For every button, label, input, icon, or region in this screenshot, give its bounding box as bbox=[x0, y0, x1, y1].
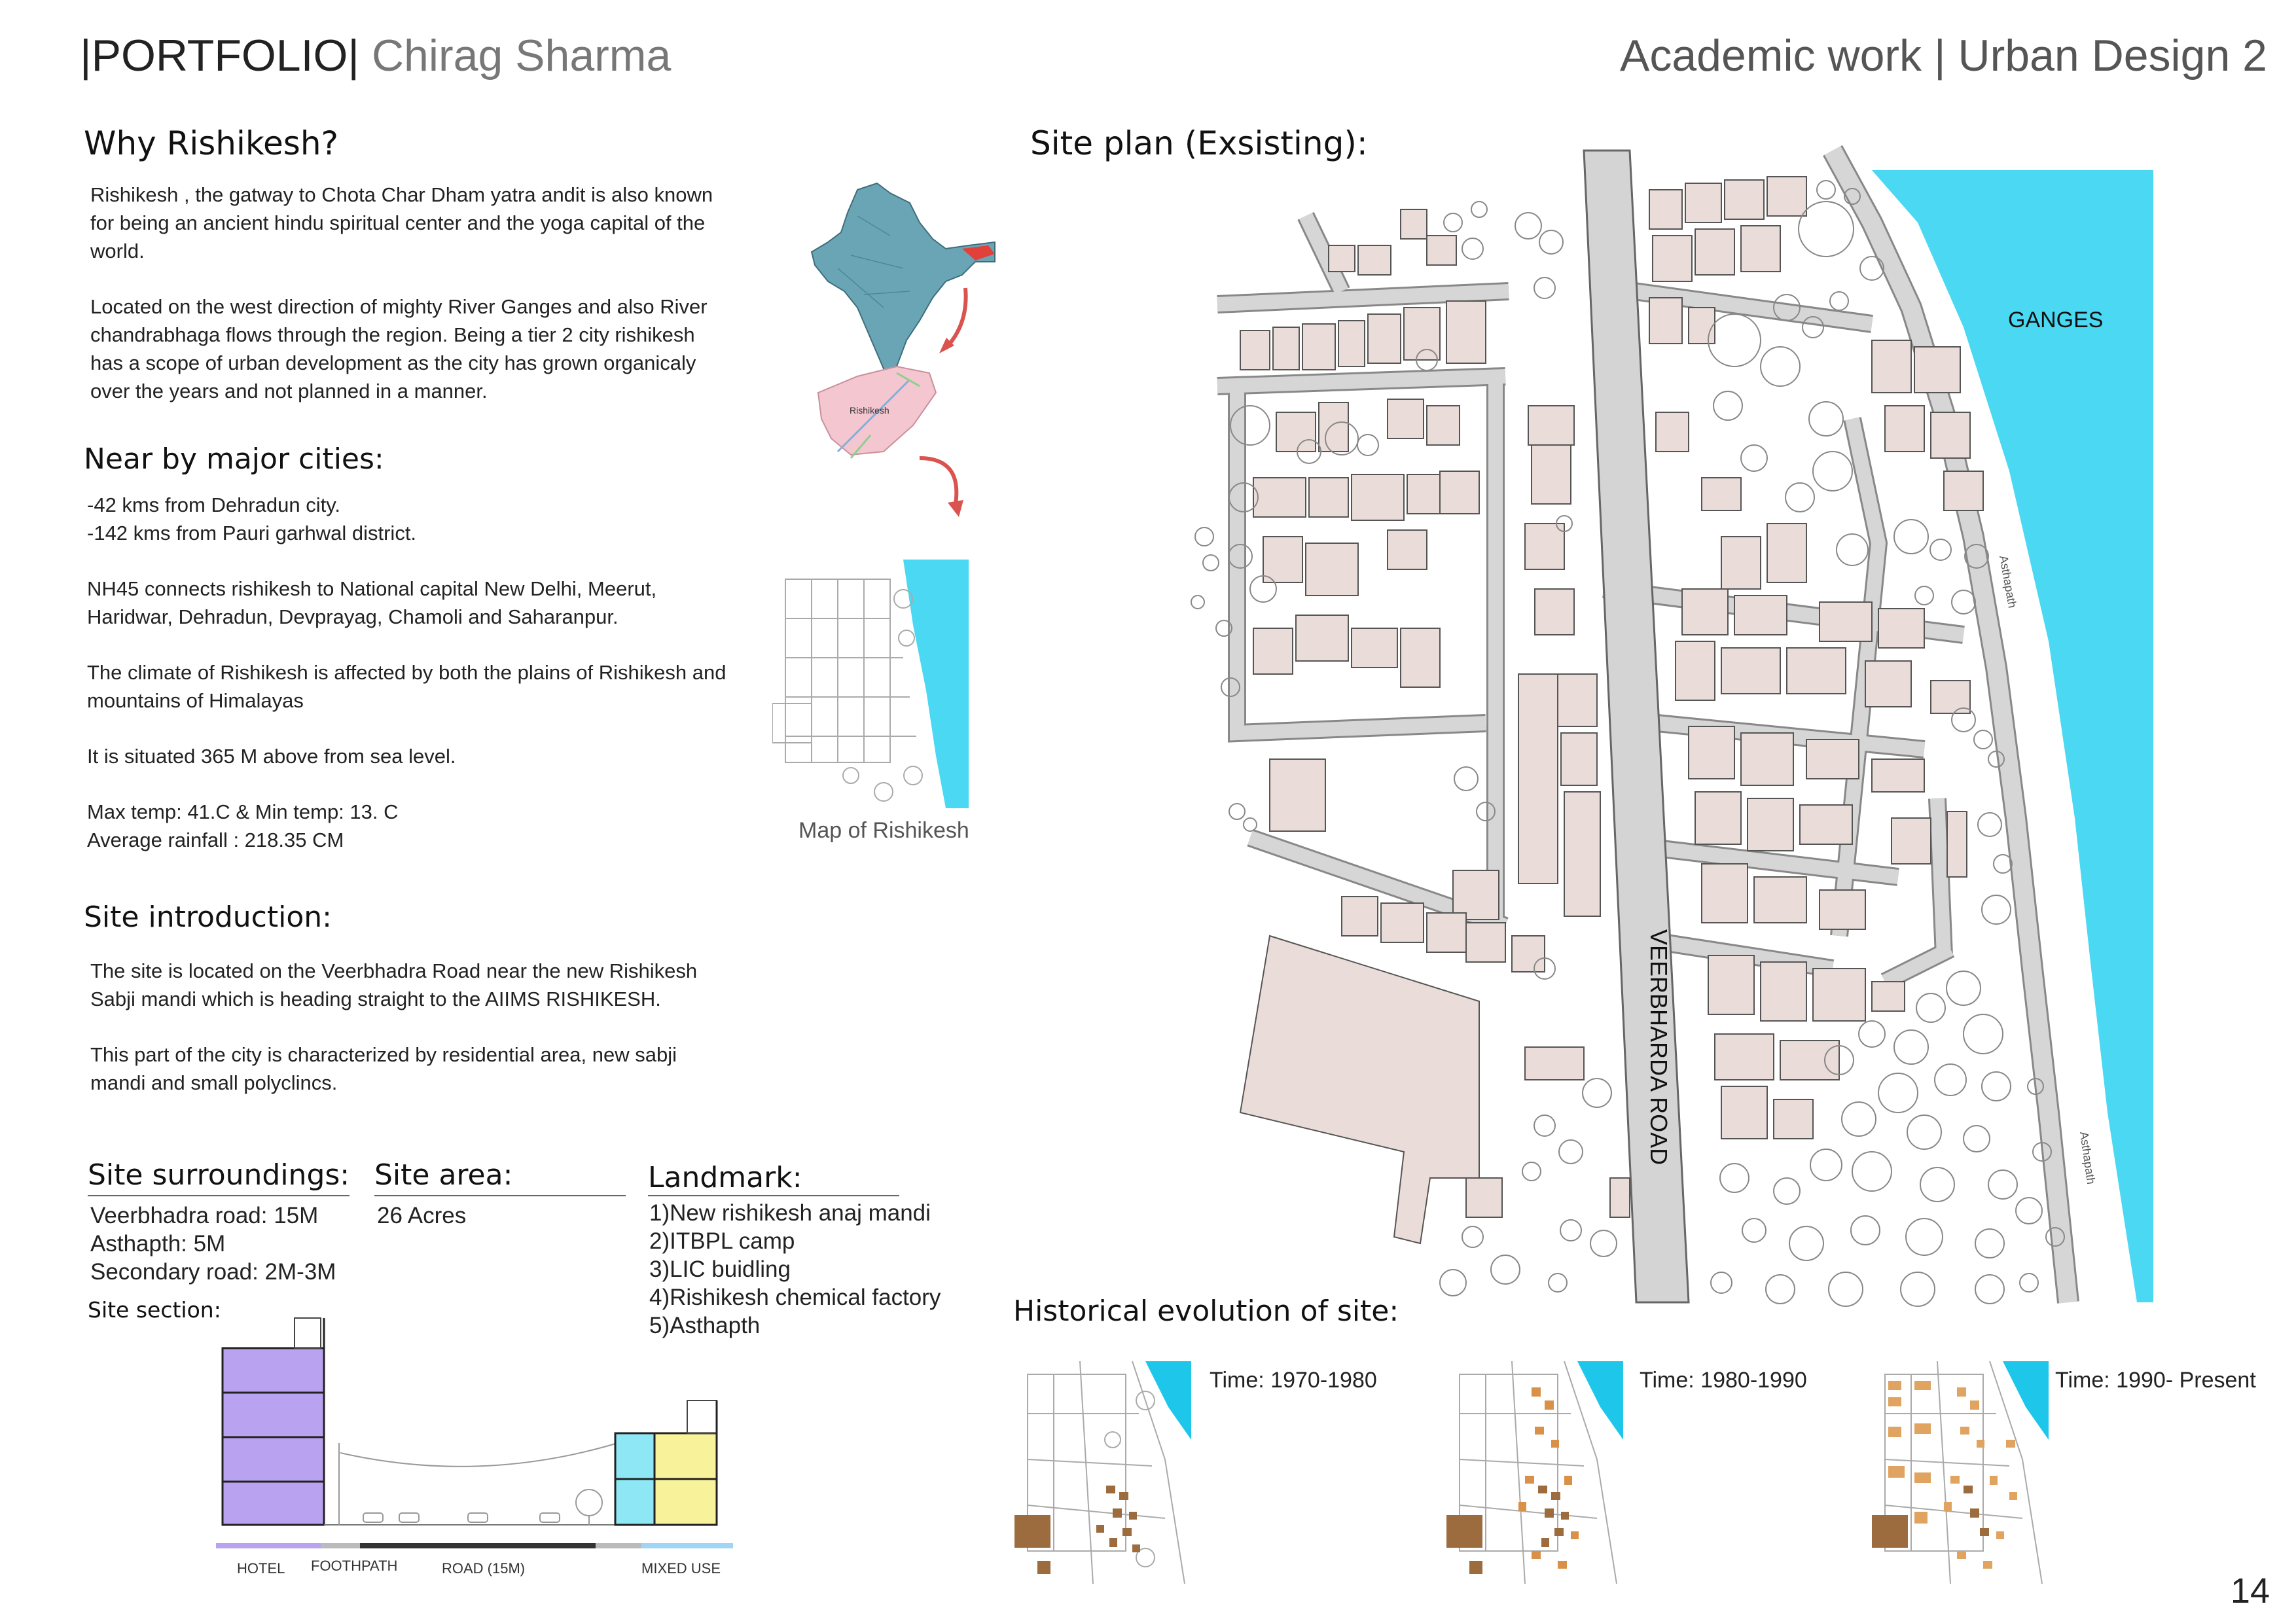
road-label: VEERBHARDA ROAD bbox=[1645, 929, 1672, 1166]
section-title: Site section: bbox=[88, 1297, 221, 1323]
asthapath-label-top: Asthapath bbox=[1997, 554, 2019, 609]
factory-block bbox=[1240, 936, 1479, 1243]
intro-text bbox=[90, 957, 719, 1124]
divider-bar: | bbox=[1933, 31, 1946, 80]
why-text bbox=[90, 181, 732, 433]
near-text bbox=[87, 491, 742, 882]
asthapath-label-bottom: Asthapath bbox=[2077, 1130, 2098, 1185]
india-map bbox=[812, 183, 995, 376]
surroundings-title: Site surroundings: bbox=[88, 1158, 350, 1192]
section-label-mixed-use: MIXED USE bbox=[641, 1560, 721, 1577]
history-label-1980: Time: 1980-1990 bbox=[1640, 1368, 1807, 1393]
section-label-hotel: HOTEL bbox=[237, 1560, 285, 1577]
history-map-1980 bbox=[1446, 1361, 1623, 1584]
intro-paragraph-1: The site is located on the Veerbhadra Road near the new Rishikesh Sabji mandi which is heading straight to the AIIMS RISHIKESH. bbox=[90, 959, 698, 1010]
near-paragraph-2: NH45 connects rishikesh to National capital New Delhi, Meerut, Haridwar, Dehradun, Devprayag, Chamoli and Saharanpur. bbox=[87, 577, 657, 628]
history-label-1970: Time: 1970-1980 bbox=[1210, 1368, 1377, 1393]
portfolio-label: PORTFOLIO bbox=[91, 31, 348, 80]
surroundings-rule bbox=[88, 1195, 350, 1196]
near-paragraph-1: -42 kms from Dehradun city. -142 kms from Pauri garhwal district. bbox=[87, 493, 417, 544]
area-title: Site area: bbox=[374, 1158, 513, 1192]
thumbnail-river bbox=[903, 560, 969, 808]
why-paragraph-2: Located on the west direction of mighty River Ganges and also River chandrabhaga flows through the region. Being a tier 2 city rishikesh has a scope of urban development as the city has grown organicaly over the years and not planned in a manner. bbox=[90, 295, 708, 402]
history-map-1990 bbox=[1872, 1361, 2049, 1584]
site-section-drawing bbox=[209, 1309, 740, 1597]
area-value: 26 Acres bbox=[377, 1203, 467, 1228]
location-maps bbox=[798, 177, 1014, 530]
near-title: Near by major cities: bbox=[84, 442, 384, 476]
near-paragraph-3: The climate of Rishikesh is affected by both the plains of Rishikesh and mountains of Himalayas bbox=[87, 661, 726, 712]
context-label: Academic work bbox=[1620, 31, 1922, 80]
divider-bar: | bbox=[348, 31, 360, 80]
site-plan-map bbox=[1178, 131, 2186, 1322]
landmark-title: Landmark: bbox=[648, 1161, 802, 1194]
inset-map-label: Rishikesh bbox=[850, 405, 889, 416]
divider-bar: | bbox=[80, 31, 92, 80]
course-header bbox=[1620, 30, 2267, 81]
history-map-1970 bbox=[1014, 1361, 1191, 1584]
why-paragraph-1: Rishikesh , the gatway to Chota Char Dham yatra andit is also known for being an ancient hindu spiritual center and the yoga capital of the world. bbox=[90, 183, 713, 262]
landmark-rule bbox=[648, 1195, 899, 1196]
author-name: Chirag Sharma bbox=[371, 31, 672, 80]
map-caption: Map of Rishikesh bbox=[798, 818, 969, 843]
why-title: Why Rishikesh? bbox=[84, 124, 339, 162]
near-paragraph-5: Max temp: 41.C & Min temp: 13. C Average rainfall : 218.35 CM bbox=[87, 800, 399, 851]
landmark-list: 1)New rishikesh anaj mandi 2)ITBPL camp 3)LIC buidling 4)Rishikesh chemical factory 5)Asthapth bbox=[649, 1200, 941, 1338]
page-number: 14 bbox=[2230, 1571, 2270, 1611]
surroundings-list: Veerbhadra road: 15M Asthapth: 5M Secondary road: 2M-3M bbox=[90, 1203, 336, 1285]
rishikesh-thumbnail-map bbox=[772, 560, 969, 808]
site-plan-title: Site plan (Exsisting): bbox=[1030, 124, 1368, 162]
history-title: Historical evolution of site: bbox=[1013, 1294, 1399, 1328]
intro-paragraph-2: This part of the city is characterized by residential area, new sabji mandi and small polyclincs. bbox=[90, 1043, 677, 1094]
course-label: Urban Design 2 bbox=[1958, 31, 2267, 80]
intro-title: Site introduction: bbox=[84, 901, 332, 934]
portfolio-header bbox=[80, 30, 671, 81]
ganges-label: GANGES bbox=[2008, 308, 2104, 332]
area-rule bbox=[374, 1195, 626, 1196]
section-label-footpath: FOOTHPATH bbox=[311, 1558, 398, 1574]
section-label-road: ROAD (15M) bbox=[442, 1560, 526, 1577]
near-paragraph-4: It is situated 365 M above from sea level. bbox=[87, 745, 456, 768]
history-label-1990: Time: 1990- Present bbox=[2055, 1368, 2256, 1393]
